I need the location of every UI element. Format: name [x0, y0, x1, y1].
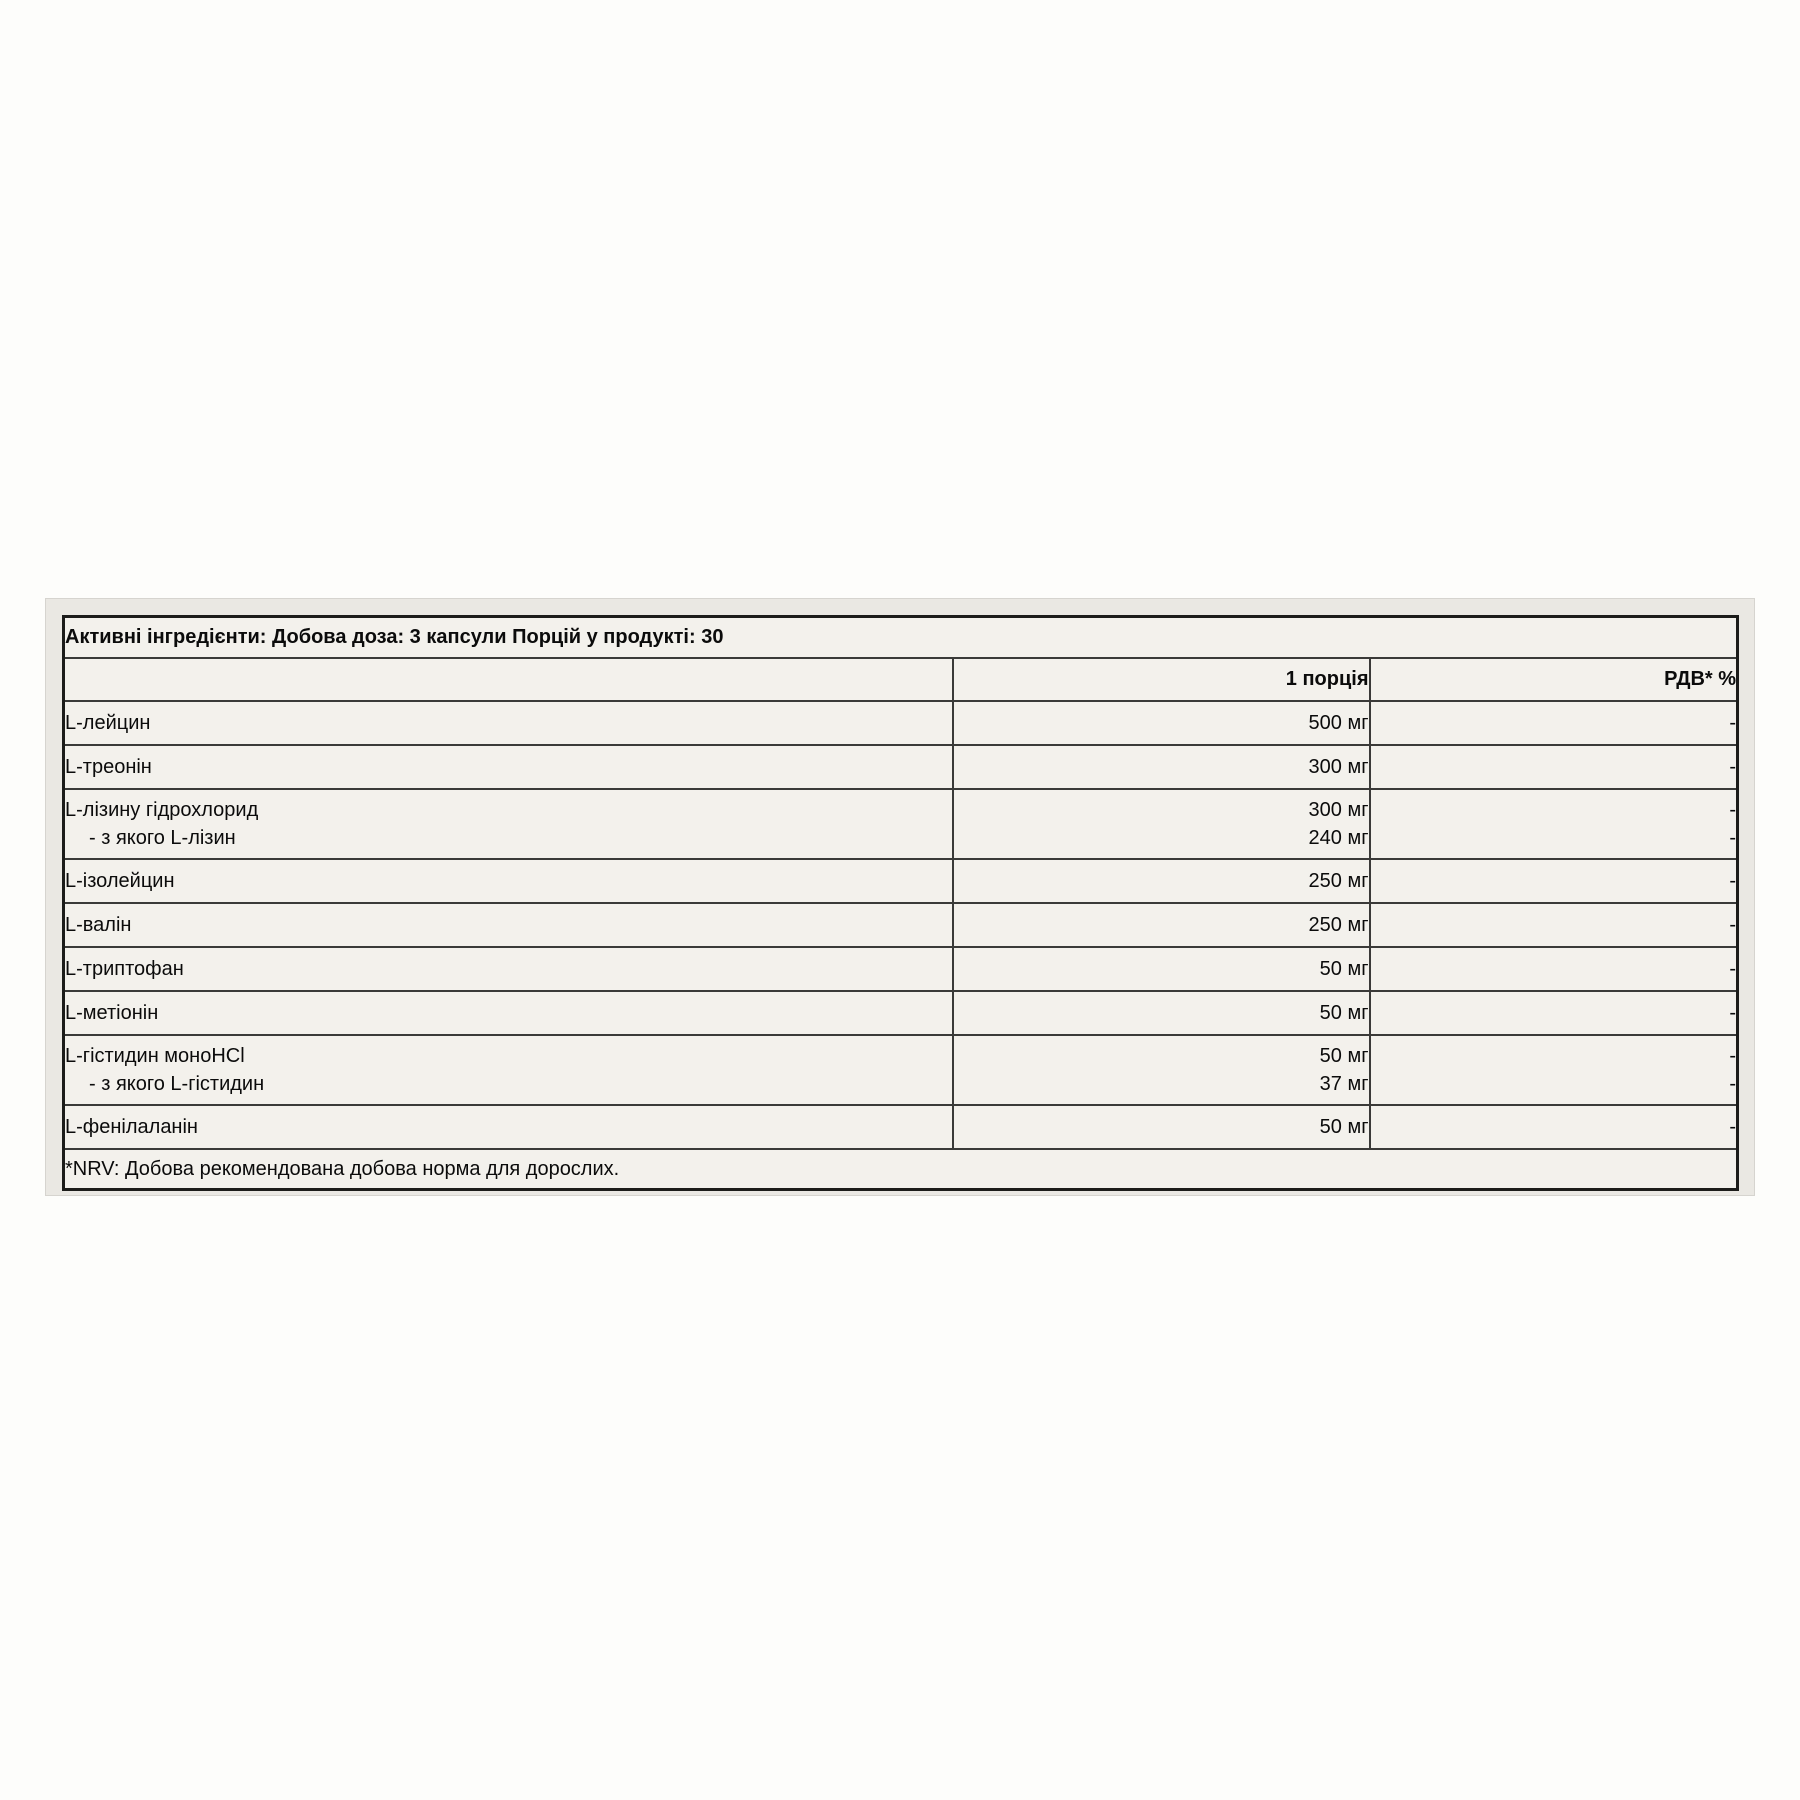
- serving-value: 50 мг: [953, 991, 1370, 1035]
- rdv-line: -: [1729, 798, 1737, 821]
- serving-line-sub: 240 мг: [1308, 826, 1369, 849]
- table-row: [64, 1035, 1738, 1105]
- rdv-line: -: [1729, 1044, 1737, 1067]
- ingredient-name: [64, 1035, 953, 1105]
- ingredient-name-main: L-лізину гідрохлорид: [65, 798, 259, 821]
- rdv-value: -: [1370, 859, 1738, 903]
- ingredient-name-sub: - з якого L-лізин: [89, 826, 236, 849]
- serving-value: 250 мг: [953, 859, 1370, 903]
- serving-value: [953, 789, 1370, 859]
- serving-value: 50 мг: [953, 1105, 1370, 1149]
- column-header-rdv: РДВ* %: [1370, 658, 1738, 701]
- rdv-value: -: [1370, 701, 1738, 745]
- table-row: [64, 1105, 1738, 1149]
- rdv-value: -: [1370, 1105, 1738, 1149]
- ingredient-name: [64, 789, 953, 859]
- rdv-value: [1370, 789, 1738, 859]
- rdv-line-sub: -: [1729, 1072, 1737, 1095]
- column-header-ingredient: [64, 658, 953, 701]
- rdv-value: -: [1370, 947, 1738, 991]
- serving-value: [953, 1035, 1370, 1105]
- column-header-row: [64, 658, 1738, 701]
- table-title: Активні інгредієнти: Добова доза: 3 капсули Порцій у продукті: 30: [64, 617, 1738, 658]
- table-row: [64, 745, 1738, 789]
- serving-value: 500 мг: [953, 701, 1370, 745]
- supplement-facts-table: [62, 615, 1739, 1191]
- ingredient-name: L-треонін: [64, 745, 953, 789]
- ingredient-name: L-валін: [64, 903, 953, 947]
- serving-value: 50 мг: [953, 947, 1370, 991]
- serving-line: 300 мг: [1308, 798, 1369, 821]
- ingredient-name-sub: - з якого L-гістидин: [89, 1072, 265, 1095]
- table-footnote: *NRV: Добова рекомендована добова норма для дорослих.: [64, 1149, 1738, 1190]
- ingredient-name: L-фенілаланін: [64, 1105, 953, 1149]
- ingredient-name: L-лейцин: [64, 701, 953, 745]
- column-header-serving: 1 порція: [953, 658, 1370, 701]
- serving-line: 50 мг: [1319, 1044, 1369, 1067]
- supplement-facts-panel: [45, 598, 1755, 1196]
- table-footnote-row: [64, 1149, 1738, 1190]
- table-title-row: [64, 617, 1738, 658]
- table-row: [64, 701, 1738, 745]
- rdv-value: -: [1370, 991, 1738, 1035]
- table-row: [64, 789, 1738, 859]
- ingredient-name: L-метіонін: [64, 991, 953, 1035]
- ingredient-name: L-ізолейцин: [64, 859, 953, 903]
- rdv-value: [1370, 1035, 1738, 1105]
- ingredient-name: L-триптофан: [64, 947, 953, 991]
- serving-value: 300 мг: [953, 745, 1370, 789]
- rdv-value: -: [1370, 745, 1738, 789]
- ingredient-name-main: L-гістидин моноHCl: [65, 1044, 245, 1067]
- table-row: [64, 991, 1738, 1035]
- serving-line-sub: 37 мг: [1319, 1072, 1369, 1095]
- table-row: [64, 859, 1738, 903]
- rdv-value: -: [1370, 903, 1738, 947]
- table-row: [64, 903, 1738, 947]
- rdv-line-sub: -: [1729, 826, 1737, 849]
- table-row: [64, 947, 1738, 991]
- serving-value: 250 мг: [953, 903, 1370, 947]
